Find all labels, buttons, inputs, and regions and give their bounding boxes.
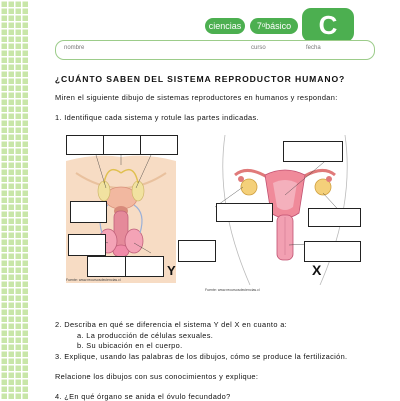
question-2b: b. Su ubicación en el cuerpo. xyxy=(77,341,183,350)
label-box-female-4[interactable] xyxy=(304,241,361,262)
level-badge xyxy=(302,8,354,42)
student-info-bar xyxy=(55,40,375,60)
relate-instruction: Relacione los dibujos con sus conocimientos y explique: xyxy=(55,372,259,381)
question-4: 4. ¿En qué órgano se anida el óvulo fecundado? xyxy=(55,392,231,401)
label-box-male-2[interactable] xyxy=(103,135,141,155)
label-box-male-6[interactable] xyxy=(87,256,126,277)
label-box-female-1[interactable] xyxy=(283,141,343,162)
label-box-male-7[interactable] xyxy=(125,256,164,277)
label-box-male-4[interactable] xyxy=(70,201,107,223)
male-figure-caption: Fuente: www.recursosdeciencias.cl xyxy=(66,278,121,282)
subject-pill xyxy=(205,18,245,34)
intro-text: Miren el siguiente dibujo de sistemas reproductores en humanos y respondan: xyxy=(55,93,338,102)
level-badge-letter: C xyxy=(318,9,338,40)
label-box-male-5[interactable] xyxy=(68,234,106,256)
grade-ordinal: o xyxy=(261,23,266,29)
decorative-grid-strip xyxy=(0,0,28,400)
grade-pill xyxy=(250,18,298,34)
label-box-male-3[interactable] xyxy=(140,135,178,155)
grade-level: básico xyxy=(265,21,292,31)
female-system-letter: X xyxy=(312,262,322,278)
question-2a: a. La producción de células sexuales. xyxy=(77,331,214,340)
subject-label: ciencias xyxy=(208,21,242,31)
label-box-male-1[interactable] xyxy=(66,135,104,155)
grade-number: 7 xyxy=(256,21,262,31)
name-label: nombre xyxy=(64,45,85,51)
question-2: 2. Describa en qué se diferencia el sistema Y del X en cuanto a: xyxy=(55,320,288,329)
worksheet-title: ¿CUÁNTO SABEN DEL SISTEMA REPRODUCTOR HUMANO? xyxy=(54,74,346,84)
label-box-female-3[interactable] xyxy=(308,208,361,227)
male-system-letter: Y xyxy=(167,263,176,278)
female-figure-caption: Fuente: www.recursosdeciencias.cl xyxy=(205,288,260,292)
date-label: fecha xyxy=(306,45,321,51)
course-label: curso xyxy=(251,45,266,51)
label-box-female-2[interactable] xyxy=(216,203,273,222)
question-1: 1. Identifique cada sistema y rotule las partes indicadas. xyxy=(55,113,259,122)
question-3: 3. Explique, usando las palabras de los dibujos, cómo se produce la fertilización. xyxy=(55,352,348,361)
